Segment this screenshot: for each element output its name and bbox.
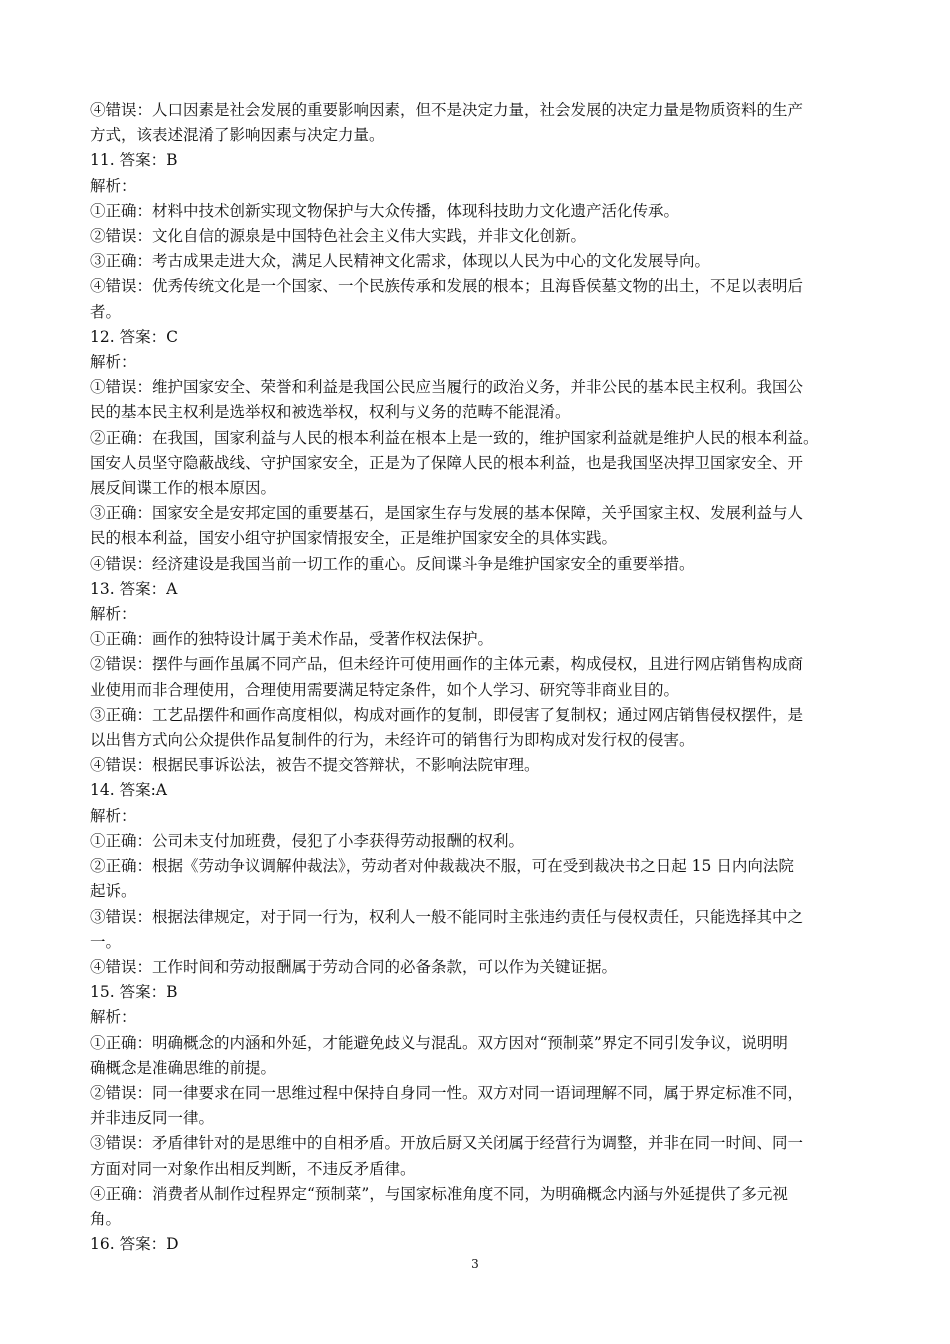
text-line: 者。: [90, 302, 122, 321]
text-line: 起诉。: [90, 882, 137, 901]
text-line: 解析：: [90, 605, 137, 624]
text-line: 13. 答案：A: [90, 579, 178, 598]
text-line: ③正确：工艺品摆件和画作高度相似，构成对画作的复制，即侵害了复制权；通过网店销售侵权摆件，是: [90, 705, 804, 724]
text-line: ①错误：维护国家安全、荣誉和利益是我国公民应当履行的政治义务，并非公民的基本民主权利。我国公: [90, 378, 804, 397]
text-line: 以出售方式向公众提供作品复制件的行为，未经许可的销售行为即构成对发行权的侵害。: [90, 731, 695, 750]
text-line: 15. 答案：B: [90, 983, 178, 1002]
text-line: 并非违反同一律。: [90, 1109, 215, 1128]
text-line: ②错误：同一律要求在同一思维过程中保持自身同一性。双方对同一语词理解不同，属于界定标准不同，: [90, 1083, 804, 1102]
text-line: 解析：: [90, 1008, 137, 1027]
text-line: ④错误：工作时间和劳动报酬属于劳动合同的必备条款，可以作为关键证据。: [90, 957, 618, 976]
text-line: 解析：: [90, 353, 137, 372]
text-line: 14. 答案:A: [90, 781, 167, 800]
text-line: ②错误：摆件与画作虽属不同产品，但未经许可使用画作的主体元素，构成侵权，且进行网店销售构成商: [90, 655, 804, 674]
text-line: 方面对同一对象作出相反判断，不违反矛盾律。: [90, 1159, 416, 1178]
text-line: ③错误：根据法律规定，对于同一行为，权利人一般不能同时主张违约责任与侵权责任，只能选择其中之: [90, 907, 804, 926]
answer-explanations: [90, 98, 865, 1257]
text-line: ①正确：明确概念的内涵和外延，才能避免歧义与混乱。双方因对“预制菜”界定不同引发争议，说明明: [90, 1033, 788, 1052]
text-line: ④错误：优秀传统文化是一个国家、一个民族传承和发展的根本；且海昏侯墓文物的出土，不足以表明后: [90, 277, 804, 296]
text-line: 16. 答案：D: [90, 1235, 179, 1254]
text-line: 国安人员坚守隐蔽战线、守护国家安全，正是为了保障人民的根本利益，也是我国坚决捍卫国家安全、开: [90, 453, 804, 472]
text-line: 确概念是准确思维的前提。: [90, 1058, 277, 1077]
text-line: 民的基本民主权利是选举权和被选举权，权利与义务的范畴不能混淆。: [90, 403, 571, 422]
page-number: 3: [471, 1257, 479, 1271]
text-line: ④错误：根据民事诉讼法，被告不提交答辩状，不影响法院审理。: [90, 756, 540, 775]
text-line: 解析：: [90, 176, 137, 195]
text-line: 民的根本利益，国安小组守护国家情报安全，正是维护国家安全的具体实践。: [90, 529, 618, 548]
text-line: ③正确：国家安全是安邦定国的重要基石，是国家生存与发展的基本保障，关乎国家主权、发展利益与人: [90, 504, 804, 523]
text-line: ④错误：人口因素是社会发展的重要影响因素，但不是决定力量，社会发展的决定力量是物质资料的生产: [90, 101, 804, 119]
text-line: ②正确：根据《劳动争议调解仲裁法》，劳动者对仲裁裁决不服，可在受到裁决书之日起 15 日内向法院: [90, 857, 794, 876]
text-line: 业使用而非合理使用，合理使用需要满足特定条件，如个人学习、研究等非商业目的。: [90, 680, 680, 699]
text-line: ①正确：画作的独特设计属于美术作品，受著作权法保护。: [90, 630, 494, 649]
text-line: ①正确：公司未支付加班费，侵犯了小李获得劳动报酬的权利。: [90, 831, 525, 850]
text-line: 一。: [90, 932, 122, 951]
text-line: 方式，该表述混淆了影响因素与决定力量。: [90, 126, 385, 145]
text-line: ②正确：在我国，国家利益与人民的根本利益在根本上是一致的，维护国家利益就是维护人民的根本利益。: [90, 428, 819, 447]
text-line: ④正确：消费者从制作过程界定“预制菜”，与国家标准角度不同，为明确概念内涵与外延提供了多元视: [90, 1184, 788, 1203]
text-line: 解析：: [90, 806, 137, 825]
text-line: 12. 答案：C: [90, 327, 178, 346]
text-line: 角。: [90, 1209, 122, 1228]
text-line: 11. 答案：B: [90, 151, 178, 170]
text-line: ①正确：材料中技术创新实现文物保护与大众传播，体现科技助力文化遗产活化传承。: [90, 201, 680, 220]
text-line: 展反间谍工作的根本原因。: [90, 479, 277, 498]
text-line: ④错误：经济建设是我国当前一切工作的重心。反间谍斗争是维护国家安全的重要举措。: [90, 554, 695, 573]
text-line: ③错误：矛盾律针对的是思维中的自相矛盾。开放后厨又关闭属于经营行为调整，并非在同一时间、同一: [90, 1134, 804, 1153]
text-line: ③正确：考古成果走进大众，满足人民精神文化需求，体现以人民为中心的文化发展导向。: [90, 252, 711, 271]
text-line: ②错误：文化自信的源泉是中国特色社会主义伟大实践，并非文化创新。: [90, 227, 587, 246]
